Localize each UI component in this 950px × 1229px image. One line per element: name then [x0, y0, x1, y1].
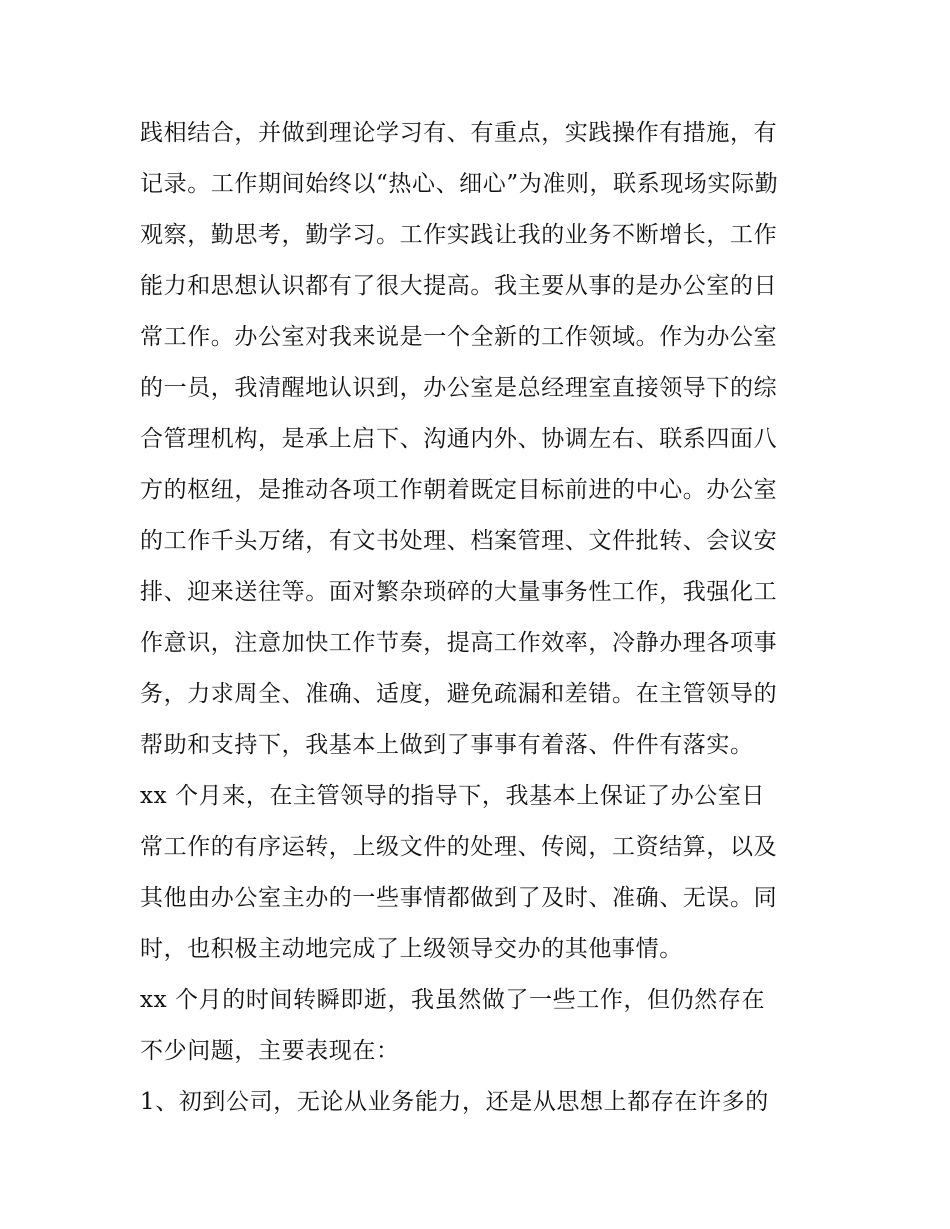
text-line: 的工作千头万绪，有文书处理、档案管理、文件批转、会议安: [140, 528, 778, 554]
text-line: xx 个月来，在主管领导的指导下，我基本上保证了办公室日: [140, 783, 766, 809]
text-line: 常工作。办公室对我来说是一个全新的工作领域。作为办公室: [140, 324, 778, 350]
text-line: 帮助和支持下，我基本上做到了事事有着落、件件有落实。: [140, 732, 754, 758]
text-line: 合管理机构，是承上启下、沟通内外、协调左右、联系四面八: [140, 426, 778, 452]
text-line: xx 个月的时间转瞬即逝，我虽然做了一些工作，但仍然存在: [140, 987, 766, 1013]
body-text: [140, 108, 830, 1128]
text-line: 践相结合，并做到理论学习有、有重点，实践操作有措施，有: [140, 120, 778, 146]
text-line: 排、迎来送往等。面对繁杂琐碎的大量事务性工作，我强化工: [140, 579, 778, 605]
text-line: 观察，勤思考，勤学习。工作实践让我的业务不断增长，工作: [140, 222, 778, 248]
text-line: 能力和思想认识都有了很大提高。我主要从事的是办公室的日: [140, 273, 778, 299]
text-line: 1、初到公司，无论从业务能力，还是从思想上都存在许多的: [140, 1089, 769, 1115]
text-line: 作意识，注意加快工作节奏，提高工作效率，冷静办理各项事: [140, 630, 778, 656]
text-line: 其他由办公室主办的一些事情都做到了及时、准确、无误。同: [140, 885, 778, 911]
text-line: 常工作的有序运转，上级文件的处理、传阅，工资结算，以及: [140, 834, 778, 860]
text-line: 的一员，我清醒地认识到，办公室是总经理室直接领导下的综: [140, 375, 778, 401]
text-line: 方的枢纽，是推动各项工作朝着既定目标前进的中心。办公室: [140, 477, 778, 503]
text-line: 时，也积极主动地完成了上级领导交办的其他事情。: [140, 936, 683, 962]
text-line: 务，力求周全、准确、适度，避免疏漏和差错。在主管领导的: [140, 681, 778, 707]
text-line: 不少问题，主要表现在：: [140, 1038, 400, 1064]
text-line: 记录。工作期间始终以“热心、细心”为准则，联系现场实际勤: [140, 171, 779, 197]
